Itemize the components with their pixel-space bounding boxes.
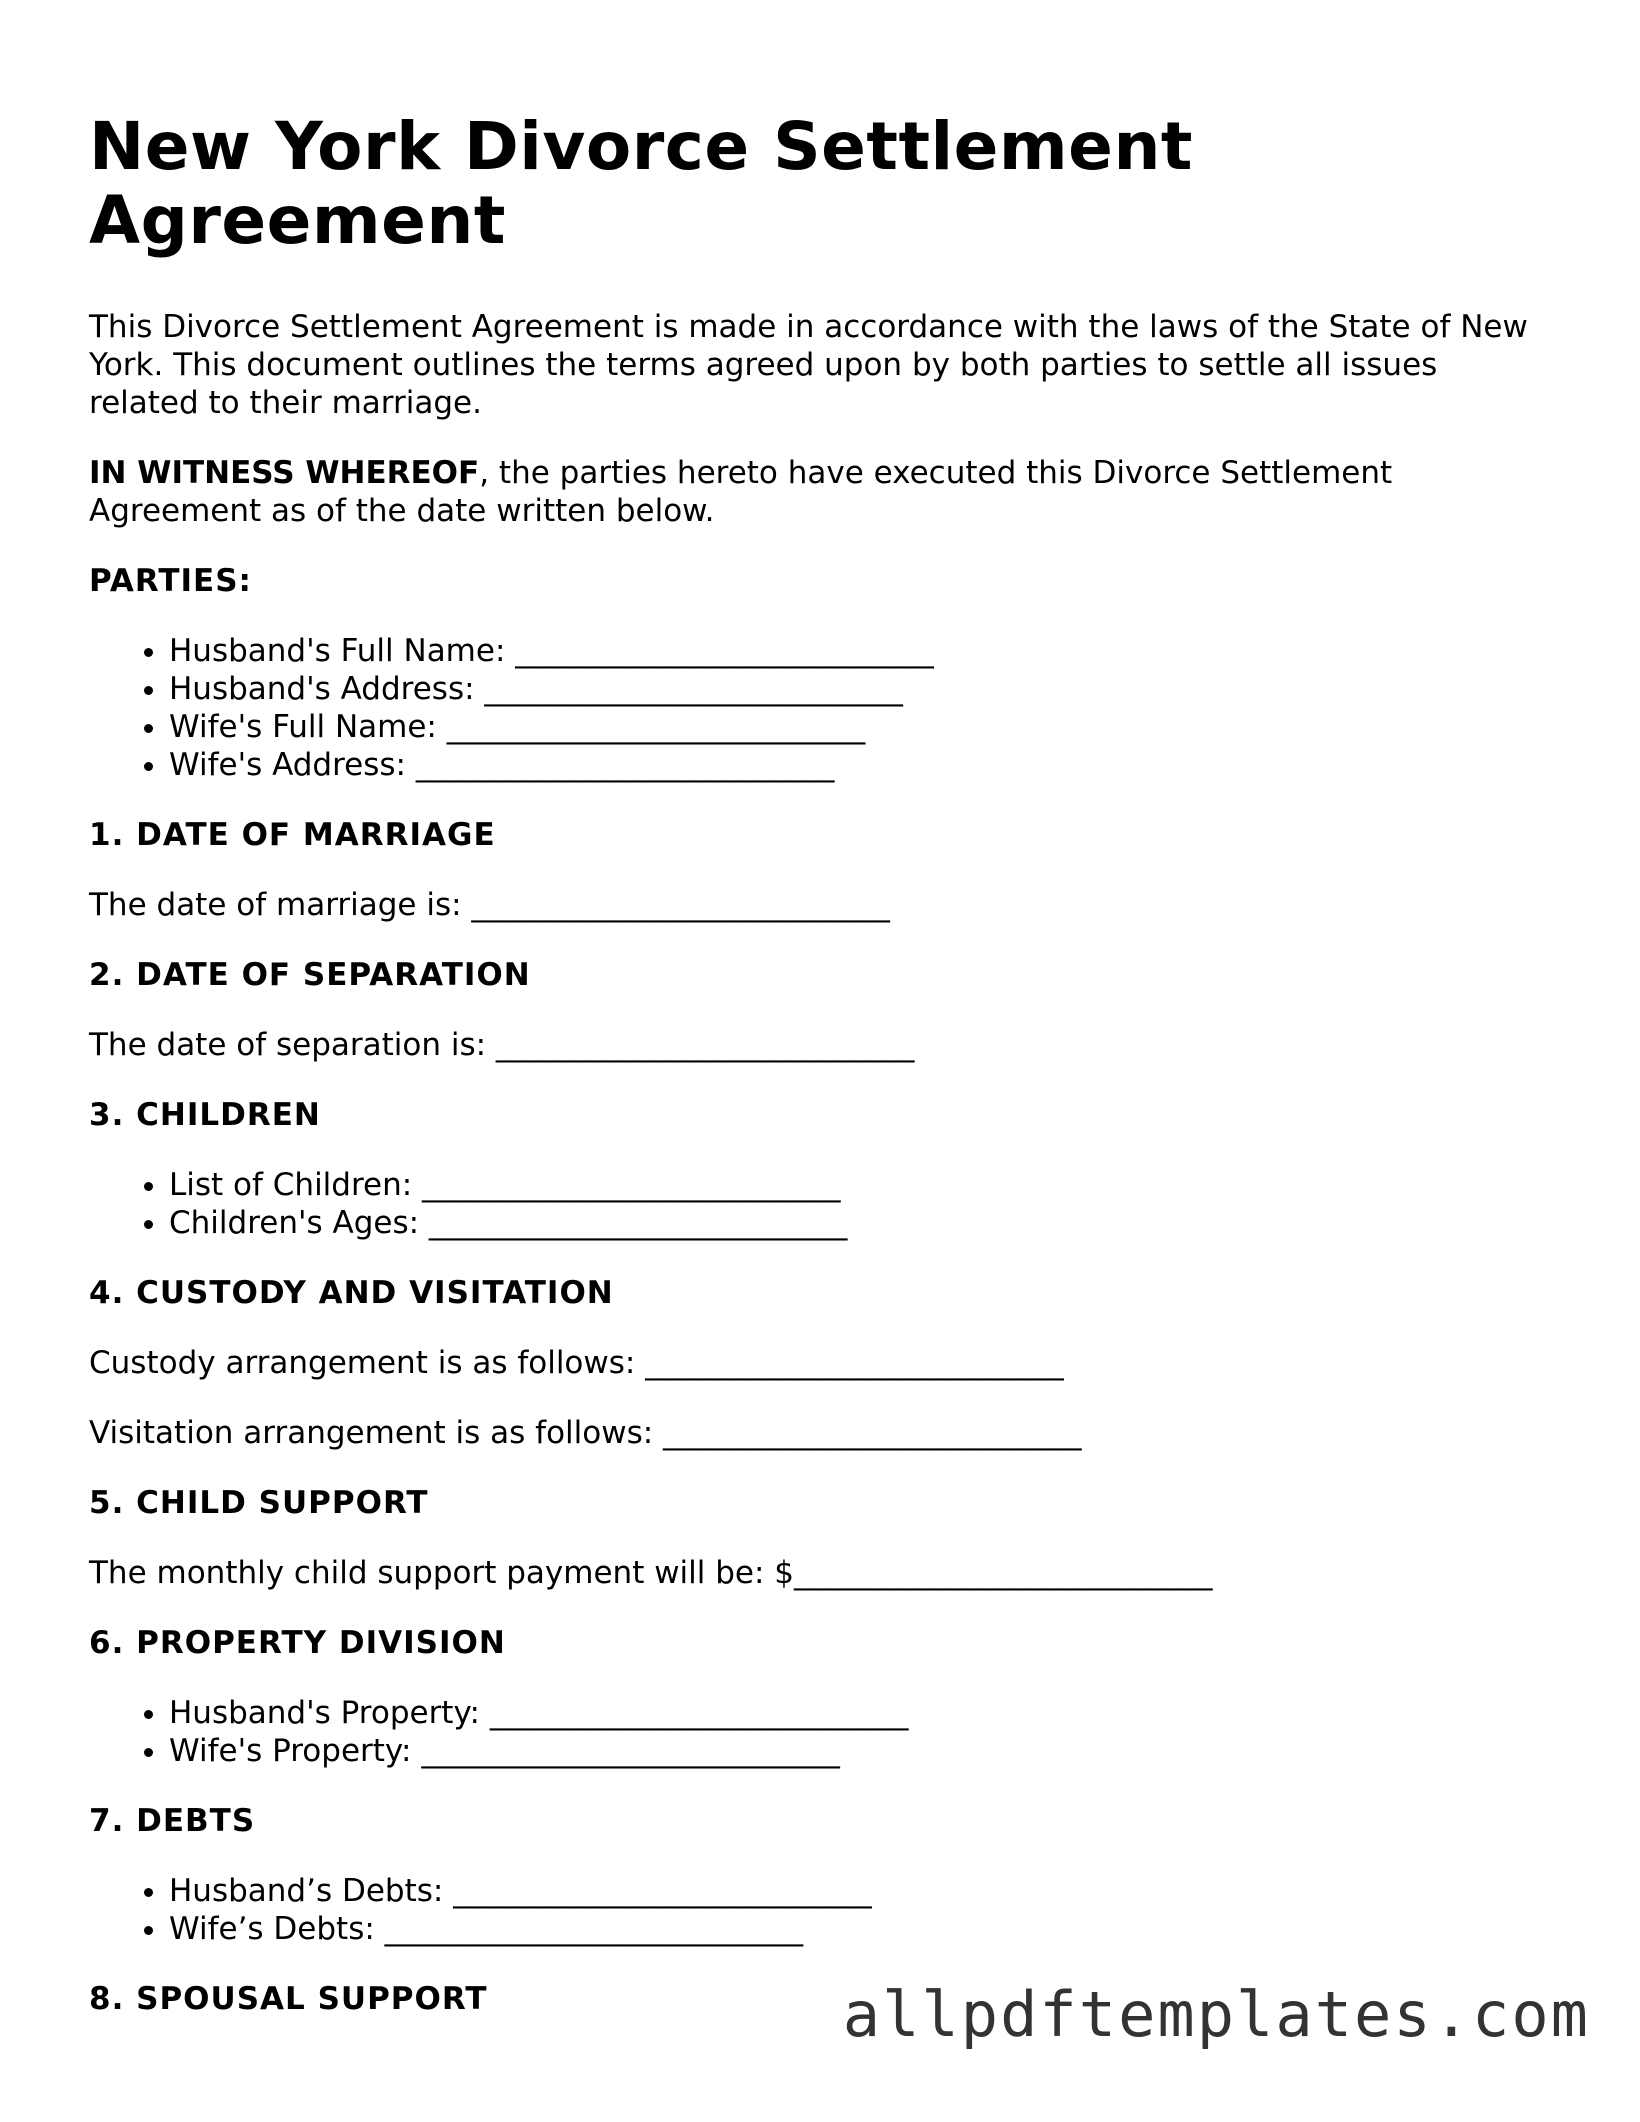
document-page [89,110,1529,2050]
list-item[interactable]: • Wife's Property: ___________________________ [169,1732,1529,1770]
list-item[interactable]: • Husband's Full Name: ___________________________ [169,632,1529,670]
list-item[interactable]: • List of Children: ___________________________ [169,1166,1529,1204]
debts-list [89,1872,1529,1948]
property-heading: 6. PROPERTY DIVISION [89,1625,506,1661]
intro-paragraph: This Divorce Settlement Agreement is made in accordance with the laws of the State of New York. This document outlines the terms agreed upon by both parties to settle all issues related to their marriage. [89,309,1528,421]
children-list [89,1166,1529,1242]
list-item[interactable]: • Wife's Full Name: ___________________________ [169,708,1529,746]
separation-date-field[interactable]: The date of separation is: ___________________________ [89,1027,915,1063]
separation-heading: 2. DATE OF SEPARATION [89,957,531,993]
visitation-field[interactable]: Visitation arrangement is as follows: ___________________________ [89,1415,1082,1451]
children-heading: 3. CHILDREN [89,1097,321,1133]
witness-rest: , the parties hereto have executed this Divorce Settlement Agreement as of the date written below. [89,455,1393,529]
property-list [89,1694,1529,1770]
list-item[interactable]: • Husband's Address: ___________________________ [169,670,1529,708]
list-item[interactable]: • Children's Ages: ___________________________ [169,1204,1529,1242]
list-item[interactable]: • Wife's Address: ___________________________ [169,746,1529,784]
list-item[interactable]: • Husband’s Debts: ___________________________ [169,1872,1529,1910]
page-title: New York Divorce Settlement Agreement [89,108,1193,259]
marriage-heading: 1. DATE OF MARRIAGE [89,817,496,853]
parties-list [89,632,1529,784]
debts-heading: 7. DEBTS [89,1803,256,1839]
watermark-text: allpdftemplates.com [842,1978,1590,2051]
list-item[interactable]: • Husband's Property: ___________________________ [169,1694,1529,1732]
list-item[interactable]: • Wife’s Debts: ___________________________ [169,1910,1529,1948]
parties-heading: PARTIES: [89,563,252,599]
custody-heading: 4. CUSTODY AND VISITATION [89,1275,614,1311]
marriage-date-field[interactable]: The date of marriage is: ___________________________ [89,887,890,923]
child-support-field[interactable]: The monthly child support payment will be: $___________________________ [89,1555,1213,1591]
child-support-heading: 5. CHILD SUPPORT [89,1485,429,1521]
witness-paragraph [89,454,1529,530]
witness-bold: IN WITNESS WHEREOF [89,455,480,491]
custody-field[interactable]: Custody arrangement is as follows: ___________________________ [89,1345,1064,1381]
spousal-heading: 8. SPOUSAL SUPPORT [89,1981,488,2017]
